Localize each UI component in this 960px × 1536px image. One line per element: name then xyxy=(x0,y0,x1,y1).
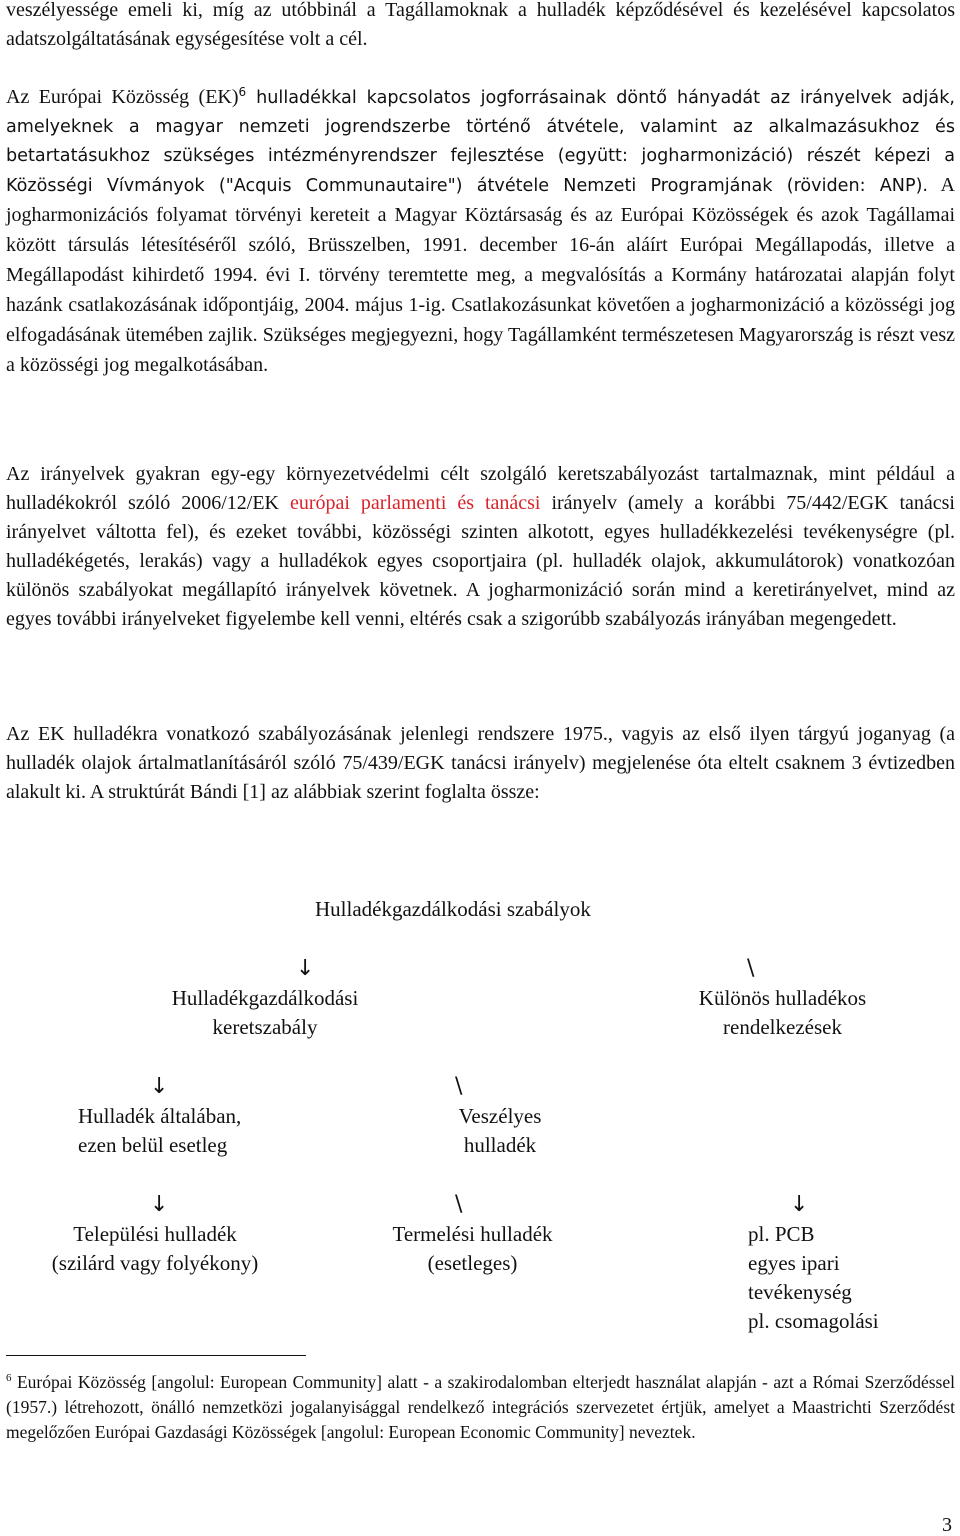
arrow-down-icon: ↓ xyxy=(296,956,315,981)
paragraph-4 xyxy=(6,720,955,807)
level3-right-line1: pl. PCB xyxy=(748,1222,815,1246)
paragraph-3-before-red: Az irányelvek gyakran egy-egy környezetvédelmi célt szolgáló keretszabályozást tartalmaznak, mint például a hulladékokról szóló 2006/12/EK xyxy=(6,463,955,514)
footnote-marker: 6 xyxy=(6,1372,12,1385)
paragraph-4-text: Az EK hulladékra vonatkozó szabályozásának jelenlegi rendszere 1975., vagyis az első ilyen tárgyú joganyag (a hulladék olajok ártalmatlanításáról szóló 75/439/EGK tanácsi irányelv) megjelenése óta eltelt csaknem 3 évtizedben alakult ki. A struktúrát Bándi [1] az alábbiak szerint foglalta össze: xyxy=(6,723,955,803)
level3-right-line2: egyes ipari xyxy=(748,1251,840,1275)
footnote-ref: 6 xyxy=(238,85,247,100)
level1-left-node xyxy=(140,984,390,1042)
arrow-diagonal-icon: \ xyxy=(747,956,755,981)
arrow-down-icon: ↓ xyxy=(150,1192,169,1217)
level1-left-line2: keretszabály xyxy=(212,1015,318,1039)
paragraph-2-part1: Az Európai Közösség (EK) xyxy=(6,86,239,108)
paragraph-2-part2: hulladékkal kapcsolatos jogforrásainak döntő hányadát az irányelvek adják, amelyeknek a magyar nemzeti jogrendszerbe történő átvétele, valamint az alkalmazásukhoz és betartatásukhoz szükséges intézményrendszer fejlesztése (együtt: jogharmonizáció) részét képezi a Közösségi Vívmányok ("Acquis Communautaire") átvétele Nemzeti Programjának (röviden: ANP). xyxy=(6,88,955,196)
arrow-diagonal-icon: \ xyxy=(455,1192,463,1217)
level1-right-node xyxy=(660,984,905,1042)
paragraph-3-red-text: európai parlamenti és tanácsi xyxy=(289,492,541,514)
paragraph-1 xyxy=(6,0,955,54)
arrow-down-icon: ↓ xyxy=(790,1192,809,1217)
paragraph-2 xyxy=(6,83,955,381)
level1-right-line1: Különös hulladékos xyxy=(698,986,867,1010)
level1-right-line2: rendelkezések xyxy=(723,1015,842,1039)
level3-mid-line2: (esetleges) xyxy=(427,1251,518,1275)
diagram-root: Hulladékgazdálkodási szabályok xyxy=(315,897,591,921)
level3-mid-line1: Termelési hulladék xyxy=(392,1222,553,1246)
level3-right-line4: pl. csomagolási xyxy=(748,1309,879,1333)
level3-left-line2: (szilárd vagy folyékony) xyxy=(51,1251,259,1275)
level3-right-line3: tevékenység xyxy=(748,1280,852,1304)
level1-left-line1: Hulladékgazdálkodási xyxy=(171,986,359,1010)
level2-mid-line2: hulladék xyxy=(463,1133,537,1157)
page-number: 3 xyxy=(942,1514,952,1536)
footnote-6 xyxy=(6,1370,955,1445)
paragraph-3 xyxy=(6,460,955,634)
level2-left-node xyxy=(78,1102,241,1160)
footnote-separator xyxy=(6,1355,306,1356)
level3-left-line1: Települési hulladék xyxy=(73,1222,237,1246)
level2-mid-line1: Veszélyes xyxy=(458,1104,542,1128)
level2-left-line2: ezen belül esetleg xyxy=(78,1133,228,1157)
level2-mid-node xyxy=(420,1102,580,1160)
arrow-down-icon: ↓ xyxy=(150,1074,169,1099)
level2-left-line1: Hulladék általában, xyxy=(78,1104,242,1128)
level3-right-node xyxy=(748,1220,879,1336)
paragraph-3-after-red: irányelv (amely a korábbi 75/442/EGK tanácsi irányelvet váltotta fel), és ezeket további, közösségi szinten alkotott, egyes hulladékkezelési tevékenységre (pl. hulladékégetés, lerakás) vagy a hulladékok egyes csoportjaira (pl. hulladék olajok, akkumulátorok) vonatkozóan különös szabályokat megállapító irányelvek követnek. A jogharmonizáció során mind a keretirányelvet, mind az egyes további irányelveket figyelembe kell venni, eltérés csak a szigorúbb szabályozás irányában megengedett. xyxy=(6,492,955,630)
paragraph-2-part3: A jogharmonizációs folyamat törvényi kereteit a Magyar Köztársaság és az Európai Közösségek és azok Tagállamai között társulás létesítéséről szóló, Brüsszelben, 1991. december 16-án aláírt Európai Megállapodás, illetve a Megállapodást kihirdető 1994. évi I. törvény teremtette meg, a megvalósítás a Kormány határozatai alapján folyt hazánk csatlakozásának időpontjáig, 2004. május 1-ig. Csatlakozásunkat követően a jogharmonizáció a közösségi jog elfogadásának ütemében zajlik. Szükséges megjegyezni, hogy Tagállamként természetesen Magyarország is részt vesz a közösségi jog megalkotásában. xyxy=(6,174,955,376)
arrow-diagonal-icon: \ xyxy=(455,1074,463,1099)
level3-left-node xyxy=(22,1220,288,1278)
level3-mid-node xyxy=(370,1220,575,1278)
paragraph-1-text: veszélyessége emeli ki, míg az utóbbinál a Tagállamoknak a hulladék képződésével és kezelésével kapcsolatos adatszolgáltatásának egységesítése volt a cél. xyxy=(6,0,955,50)
footnote-text: Európai Közösség [angolul: European Community] alatt - a szakirodalomban elterjedt használat alapján - azt a Római Szerződéssel (1957.) létrehozott, önálló nemzetközi jogalanyisággal rendelkező integrációs szervezetet értjük, amelyet a Maastrichti Szerződést megelőzően Európai Gazdasági Közösségek [angolul: European Economic Community] neveztek. xyxy=(6,1372,955,1442)
